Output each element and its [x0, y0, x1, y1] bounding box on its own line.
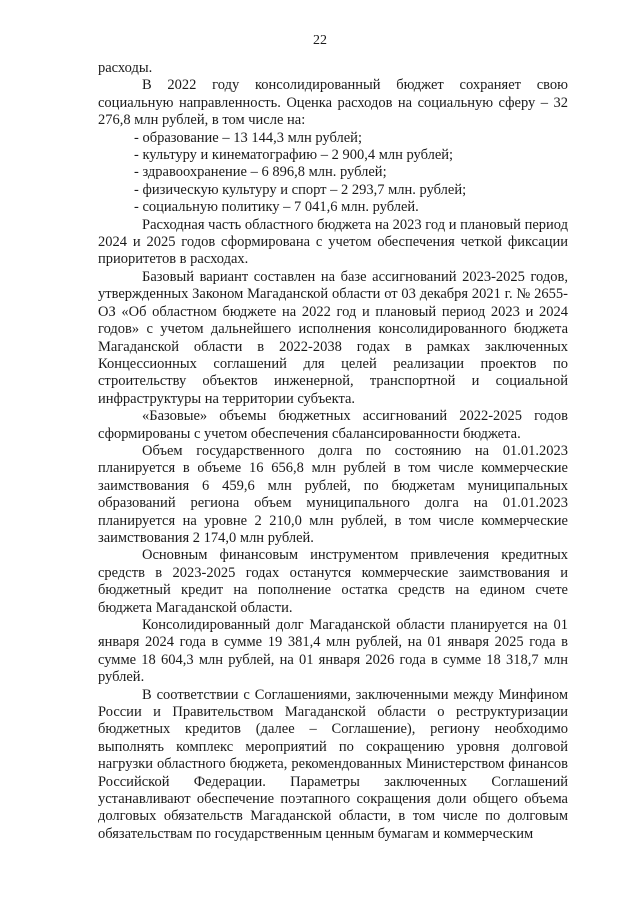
list-item: - социальную политику – 7 041,6 млн. рублей.: [134, 199, 419, 216]
paragraph-credit-instruments: Основным финансовым инструментом привлечения кредитных средств в 2023-2025 годах останутся коммерческие заимствования и бюджетный кредит на пополнение остатка средств на едином счете бюджета Магаданской области.: [98, 547, 568, 616]
list-item: - здравоохранение – 6 896,8 млн. рублей;: [134, 164, 387, 181]
list-item: - культуру и кинематографию – 2 900,4 млн рублей;: [134, 147, 454, 164]
paragraph-restructuring-agreements: В соответствии с Соглашениями, заключенными между Минфином России и Правительством Магаданской области о реструктуризации бюджетных кредитов (далее – Соглашение), региону необходимо выполнять комплекс мероприятий по сокращению уровня долговой нагрузки областного бюджета, рекомендованных Министерством финансов Российской Федерации. Параметры заключенных Соглашений устанавливают обеспечение поэтапного сокращения доли общего объема долговых обязательств Магаданской области, в том числе по долговым обязательствам по государственным ценным бумагам и коммерческим: [98, 686, 568, 842]
page-number: 22: [313, 33, 327, 48]
paragraph-state-debt: Объем государственного долга по состоянию на 01.01.2023 планируется в объеме 16 656,8 млн рублей в том числе коммерческие заимствования 6 459,6 млн рублей, по бюджетам муниципальных образований региона объем муниципального долга на 01.01.2023 планируется на уровне 2 210,0 млн рублей, в том числе коммерческие заимствования 2 174,0 млн рублей.: [98, 442, 568, 546]
continuation-text: расходы.: [98, 60, 153, 76]
list-item: - физическую культуру и спорт – 2 293,7 млн. рублей;: [134, 181, 467, 198]
document-body: [98, 60, 568, 843]
social-spending-list: [98, 130, 568, 217]
paragraph-social-spending: В 2022 году консолидированный бюджет сохраняет свою социальную направленность. Оценка расходов на социальную сферу – 32 276,8 млн рублей, в том числе на:: [98, 77, 568, 129]
paragraph-base-allocations: «Базовые» объемы бюджетных ассигнований 2022-2025 годов сформированы с учетом обеспечения сбалансированности бюджета.: [98, 408, 568, 442]
paragraph-base-variant: Базовый вариант составлен на базе ассигнований 2023-2025 годов, утвержденных Законом Магаданской области от 03 декабря 2021 г. № 2655-ОЗ «Об областном бюджете на 2022 год и плановый период 2023 и 2024 годов» с учетом дальнейшего исполнения консолидированного бюджета Магаданской области в 2022-2038 годах в рамках заключенных Концессионных соглашений для целей реализации проектов по строительству объектов инженерной, транспортной и социальной инфраструктуры на территории субъекта.: [98, 268, 568, 407]
paragraph-budget-priorities: Расходная часть областного бюджета на 2023 год и плановый период 2024 и 2025 годов сформирована с учетом обеспечения четкой фиксации приоритетов в расходах.: [98, 216, 568, 268]
paragraph-consolidated-debt: Консолидированный долг Магаданской области планируется на 01 января 2024 года в сумме 19 381,4 млн рублей, на 01 января 2025 года в сумме 18 604,3 млн рублей, на 01 января 2026 года в сумме 18 318,7 млн рублей.: [98, 617, 568, 686]
list-item: - образование – 13 144,3 млн рублей;: [134, 129, 362, 146]
